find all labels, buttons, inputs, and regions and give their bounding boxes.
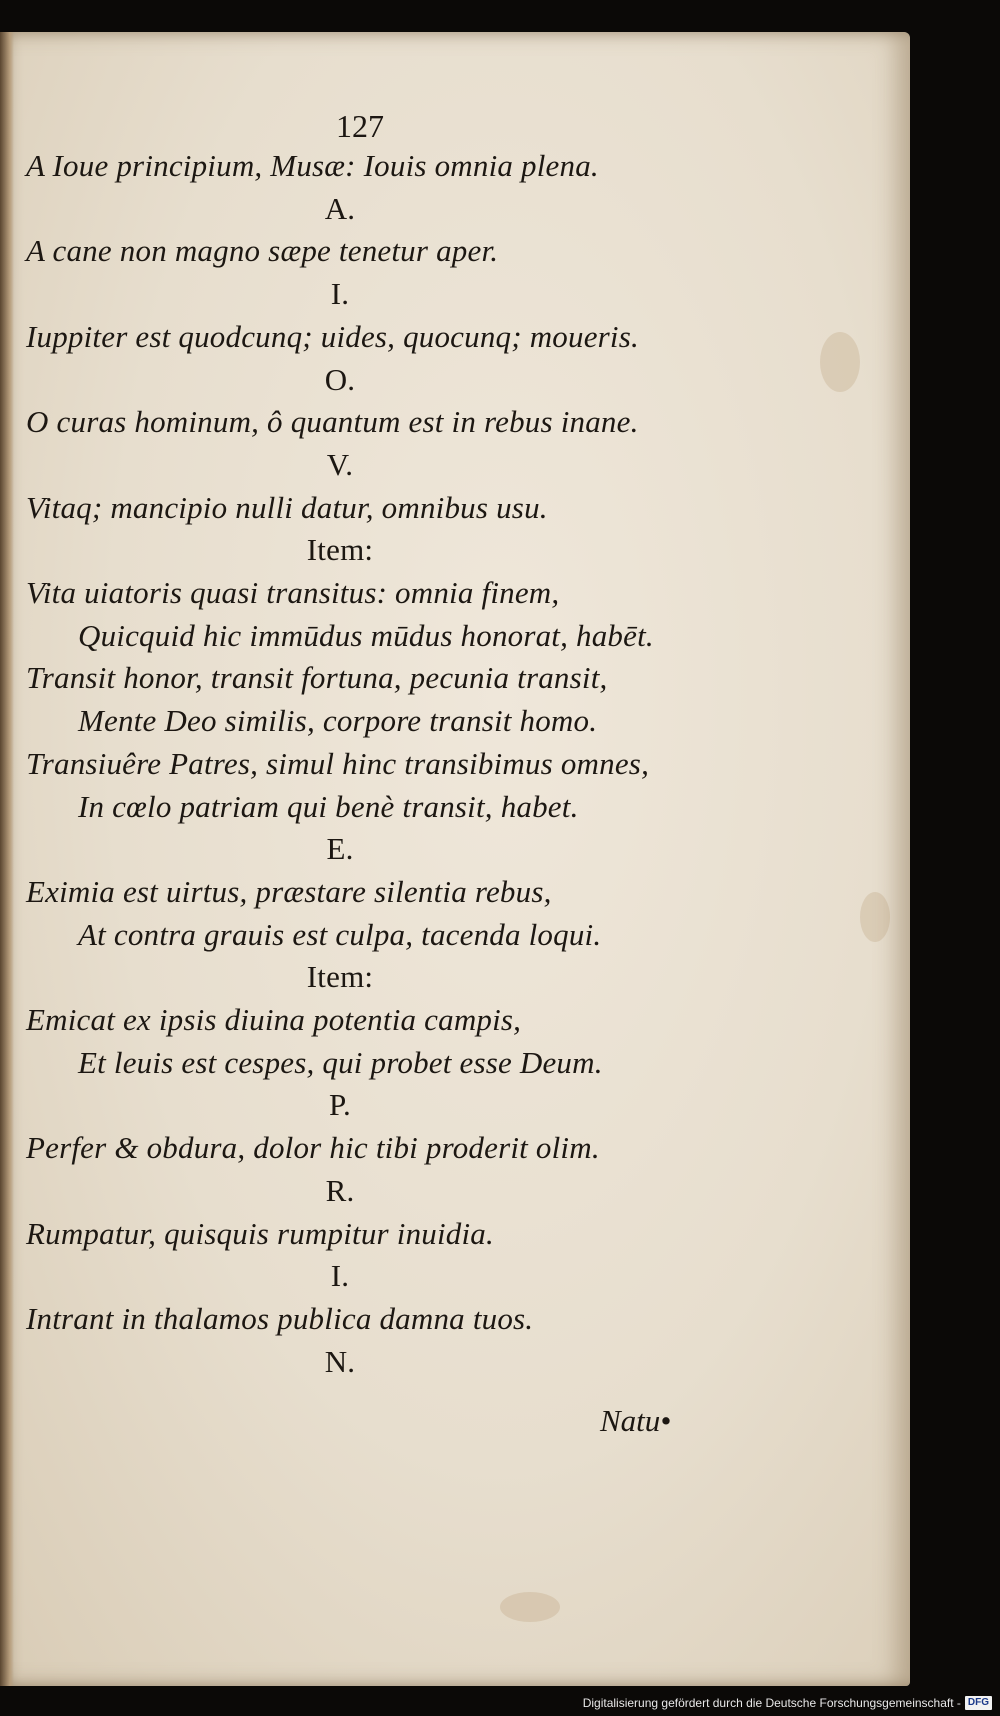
verse-line: Transit honor, transit fortuna, pecunia transit, bbox=[26, 660, 608, 695]
verse-line: A Ioue principium, Musæ: Iouis omnia plena. bbox=[26, 148, 599, 183]
section-letter: I. bbox=[330, 1258, 350, 1293]
section-letter: P. bbox=[329, 1087, 351, 1122]
verse-line: Quicquid hic immūdus mūdus honorat, habēt. bbox=[78, 618, 654, 653]
verse-line: Transiuêre Patres, simul hinc transibimus omnes, bbox=[26, 746, 650, 781]
verse-line: At contra grauis est culpa, tacenda loqui. bbox=[78, 917, 602, 952]
verse-line: Mente Deo similis, corpore transit homo. bbox=[78, 703, 598, 738]
paper-stain bbox=[500, 1592, 560, 1622]
section-letter: Item: bbox=[306, 959, 374, 994]
verse-line: O curas hominum, ô quantum est in rebus inane. bbox=[26, 404, 639, 439]
verse-line: Intrant in thalamos publica damna tuos. bbox=[26, 1301, 534, 1336]
footer-text: Digitalisierung gefördert durch die Deutsche Forschungsgemeinschaft - bbox=[582, 1696, 961, 1710]
section-letter: N. bbox=[324, 1344, 356, 1379]
verse-line: Eximia est uirtus, præstare silentia rebus, bbox=[26, 874, 552, 909]
verse-line: A cane non magno sæpe tenetur aper. bbox=[26, 233, 499, 268]
section-letter: I. bbox=[330, 276, 350, 311]
section-letter: R. bbox=[325, 1173, 355, 1208]
verse-line: Iuppiter est quodcunq; uides, quocunq; moueris. bbox=[26, 319, 639, 354]
verse-line: Et leuis est cespes, qui probet esse Deum. bbox=[78, 1045, 603, 1080]
verse-line: In cœlo patriam qui benè transit, habet. bbox=[78, 789, 579, 824]
paper-stain bbox=[820, 332, 860, 392]
page-number: 127 bbox=[336, 108, 384, 144]
verse-line: Emicat ex ipsis diuina potentia campis, bbox=[26, 1002, 522, 1037]
section-letter: E. bbox=[326, 831, 354, 866]
verse-line: Perfer & obdura, dolor hic tibi proderit olim. bbox=[26, 1130, 600, 1165]
paper-stain bbox=[860, 892, 890, 942]
section-letter: Item: bbox=[306, 532, 374, 567]
section-letter: V. bbox=[326, 447, 354, 482]
verse-line: Rumpatur, quisquis rumpitur inuidia. bbox=[26, 1216, 494, 1251]
section-letter: O. bbox=[324, 362, 356, 397]
footer-credit bbox=[583, 1692, 992, 1714]
dfg-logo: DFG bbox=[965, 1696, 992, 1710]
verse-line: Vitaq; mancipio nulli datur, omnibus usu. bbox=[26, 490, 548, 525]
section-letter: A. bbox=[324, 191, 356, 226]
verse-line: Vita uiatoris quasi transitus: omnia finem, bbox=[26, 575, 560, 610]
catchword: Natu• bbox=[600, 1403, 672, 1438]
